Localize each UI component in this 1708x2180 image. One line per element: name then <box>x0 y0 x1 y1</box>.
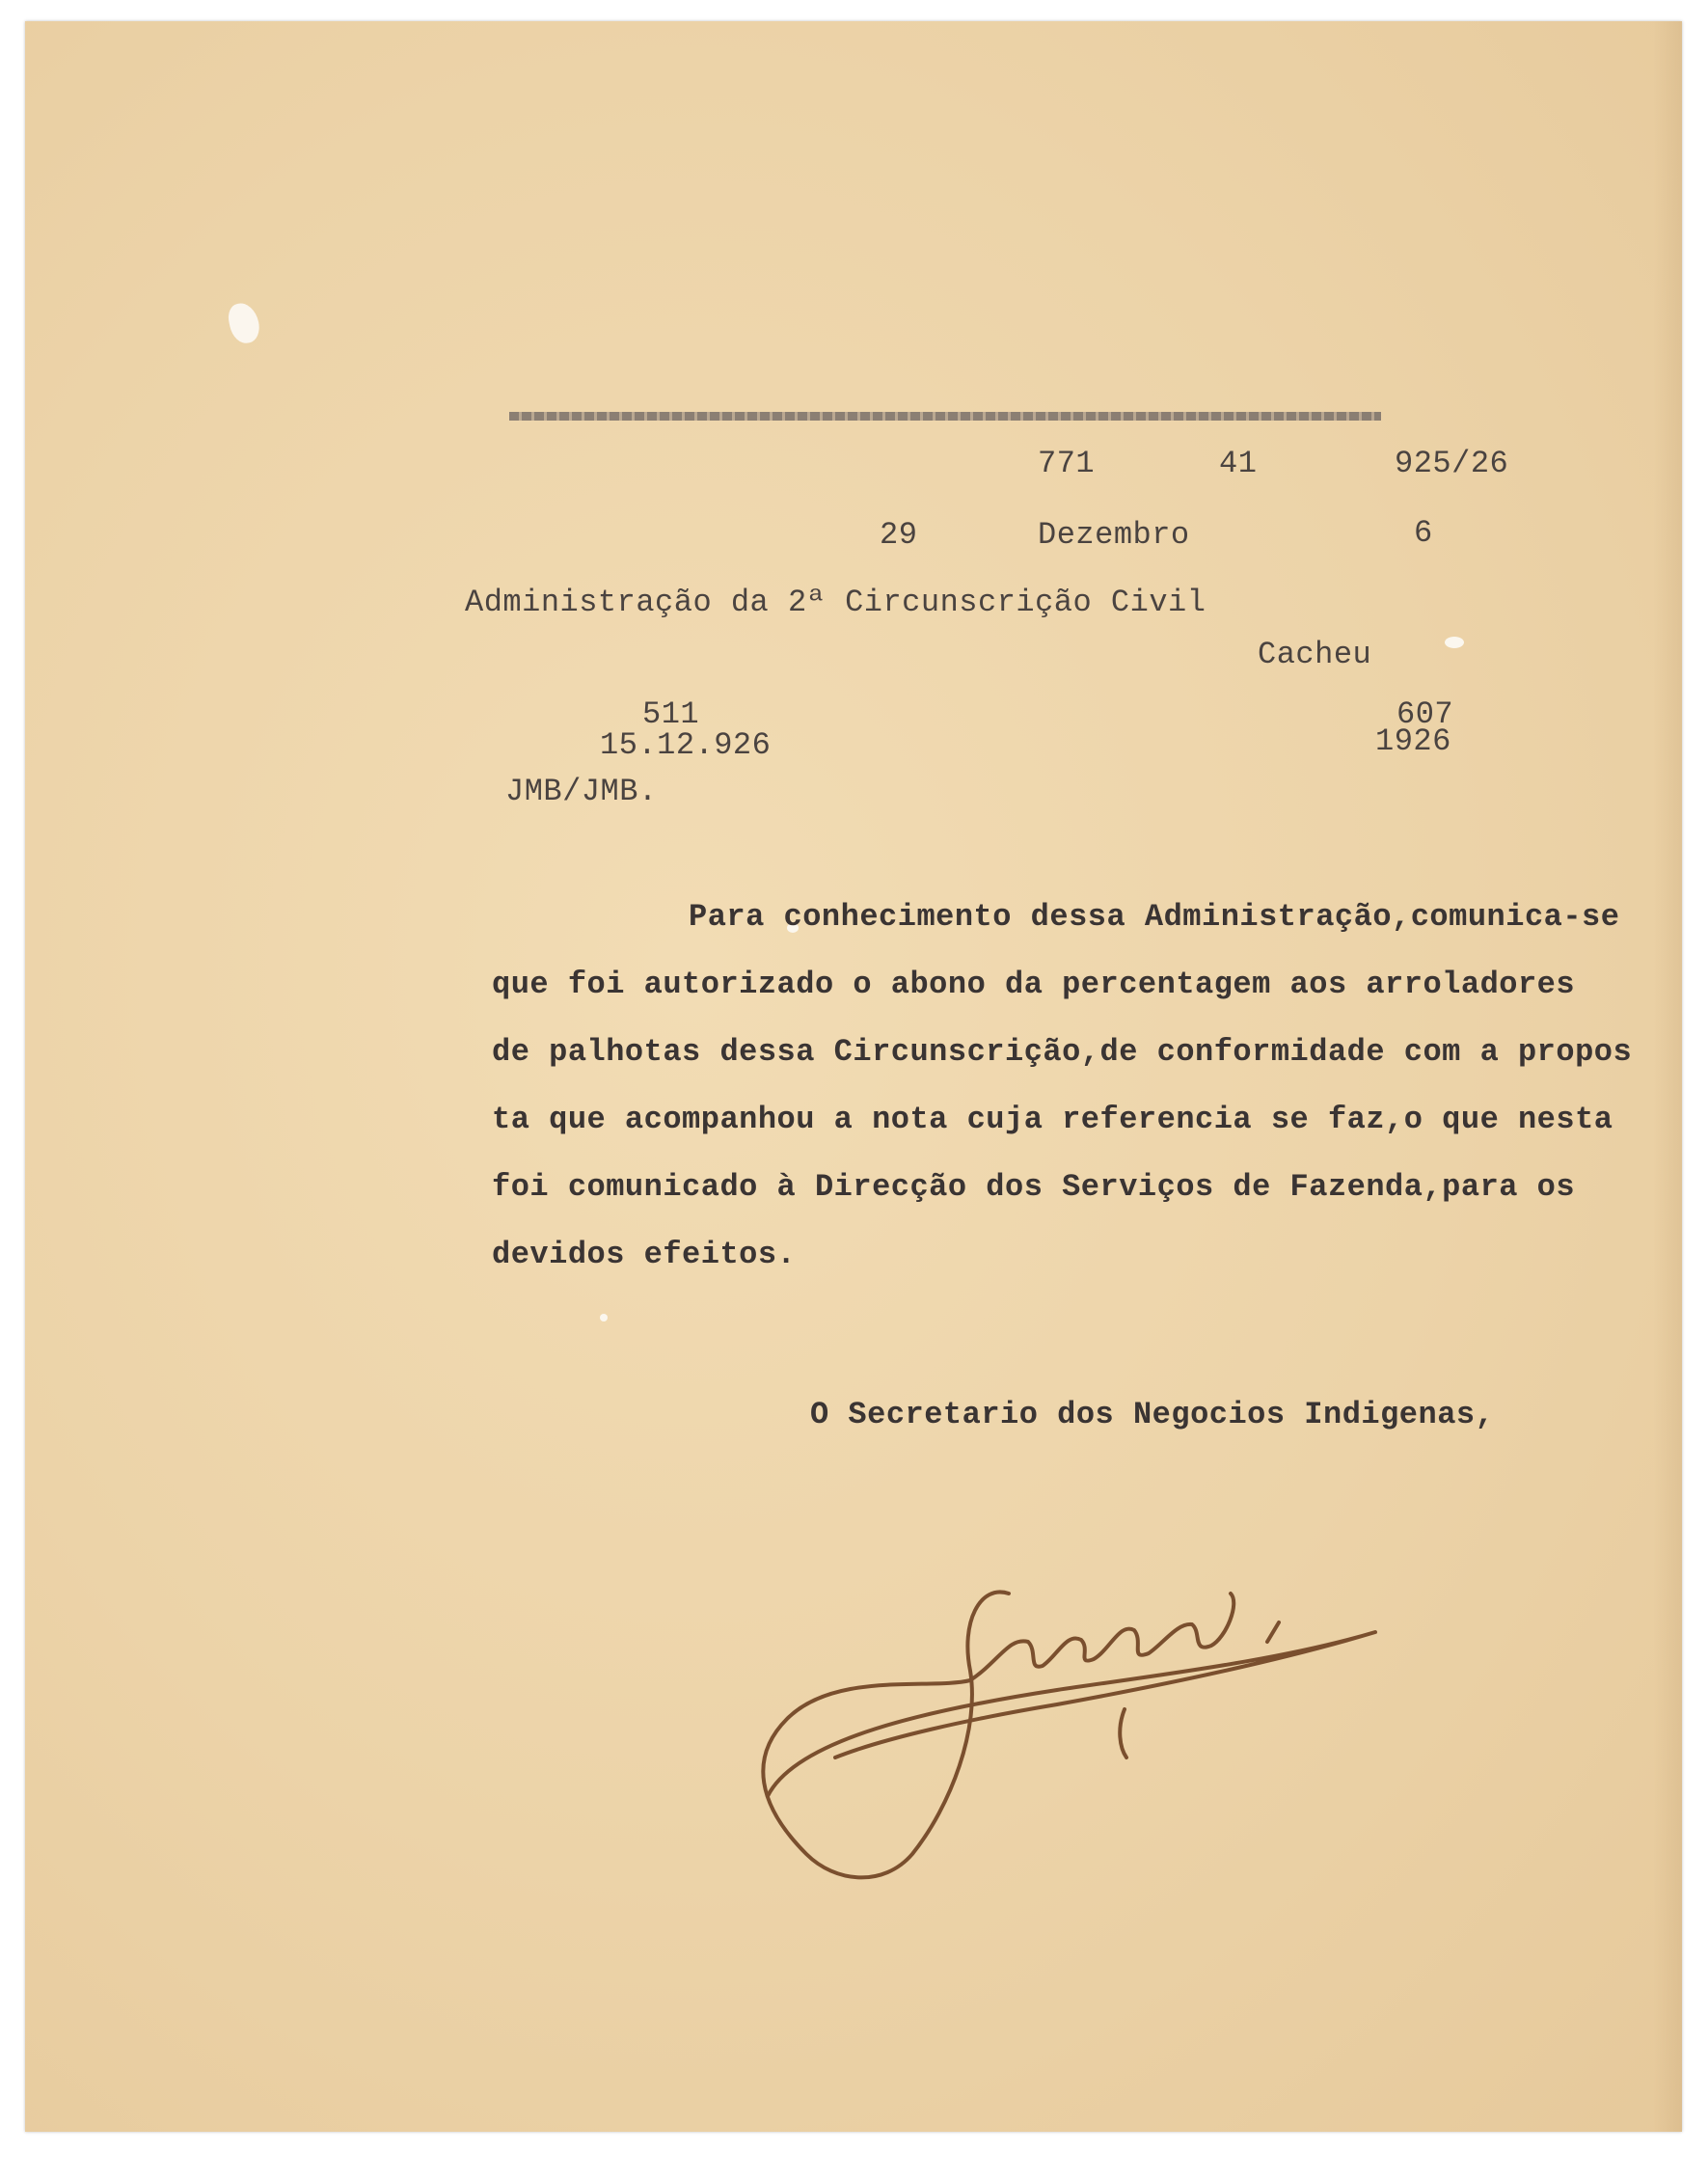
handwritten-signature <box>739 1565 1395 1893</box>
date-month: Dezembro <box>1038 517 1190 553</box>
ref-number-41: 41 <box>1219 446 1258 481</box>
paper-hole <box>226 300 262 345</box>
ref-number-771: 771 <box>1038 446 1096 481</box>
document-page <box>25 21 1682 2132</box>
recipient-place: Cacheu <box>1258 637 1372 672</box>
body-line-2: que foi autorizado o abono da percentagem aos arroladores <box>492 967 1576 1002</box>
paper-speck <box>1445 637 1464 648</box>
body-line-6: devidos efeitos. <box>492 1237 797 1272</box>
paper-speck <box>600 1314 608 1322</box>
date-day: 29 <box>880 517 918 553</box>
body-line-4: ta que acompanhou a nota cuja referencia se faz,o que nesta <box>492 1102 1613 1137</box>
header-rule <box>509 412 1381 421</box>
body-line-5: foi comunicado à Direcção dos Serviços de Fazenda,para os <box>492 1169 1576 1205</box>
typist-initials: JMB/JMB. <box>505 774 658 809</box>
body-line-1: Para conhecimento dessa Administração,comunica-se <box>689 899 1620 935</box>
ref-number-607: 607 <box>1396 696 1454 732</box>
ref-number-925: 925/26 <box>1395 446 1509 481</box>
recipient-line: Administração da 2ª Circunscrição Civil <box>465 585 1206 620</box>
date-year-digit: 6 <box>1414 515 1433 551</box>
ref-year-right: 1926 <box>1375 723 1451 759</box>
closing-title: O Secretario dos Negocios Indigenas, <box>810 1397 1495 1432</box>
ref-date-left: 15.12.926 <box>600 727 772 763</box>
ref-number-511: 511 <box>642 696 700 732</box>
body-line-3: de palhotas dessa Circunscrição,de conformidade com a propos <box>492 1034 1633 1070</box>
